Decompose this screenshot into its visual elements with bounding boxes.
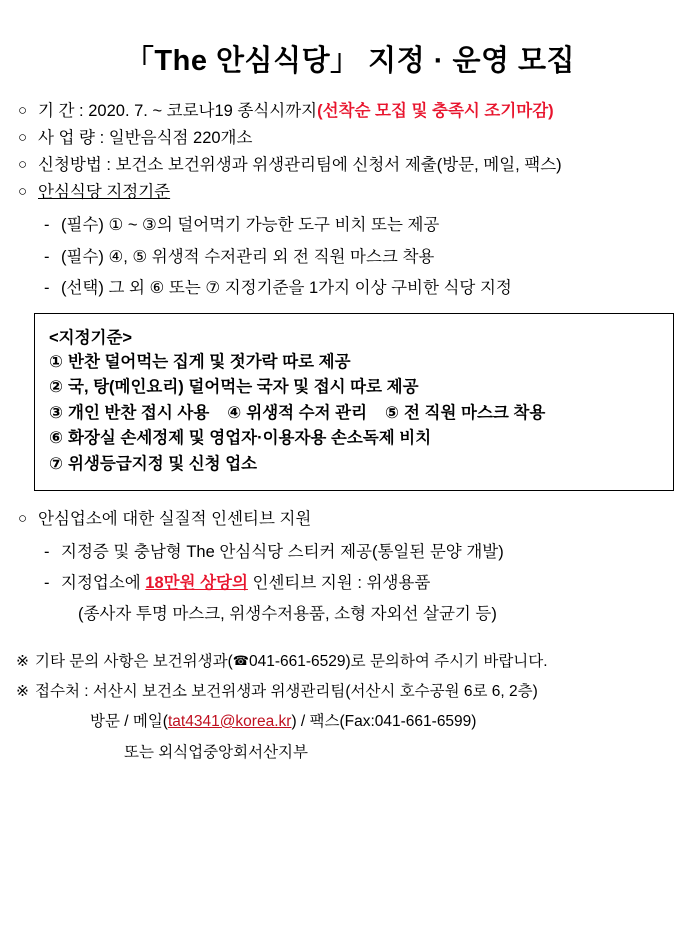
email-link[interactable]: tat4341@korea.kr bbox=[167, 712, 292, 730]
footer-note-2 bbox=[16, 681, 684, 703]
period-value: 2020. 7. ~ 코로나19 종식시까지 bbox=[88, 102, 318, 120]
incentive-detail bbox=[78, 604, 684, 625]
criteria-number-1: ① bbox=[49, 352, 63, 371]
footer-note-1-post: )로 문의하여 주시기 바랍니다. bbox=[345, 653, 548, 671]
quantity-row-text bbox=[38, 128, 252, 149]
dash-bullet-icon: - bbox=[44, 278, 50, 297]
circle-bullet-icon: ○ bbox=[18, 156, 28, 174]
incentive-pre: 지정업소에 bbox=[61, 573, 141, 592]
criteria-text-4: 위생적 수저 관리 bbox=[246, 403, 368, 422]
telephone-icon: ☎ bbox=[232, 653, 249, 669]
criteria-number-5: ⑤ bbox=[385, 403, 399, 422]
criteria-number-4: ④ bbox=[227, 403, 242, 422]
circle-bullet-icon: ○ bbox=[18, 509, 28, 527]
incentive-subitem-text-2 bbox=[61, 573, 430, 594]
dash-bullet-icon: - bbox=[44, 542, 50, 561]
quantity-label: 사 업 량 : bbox=[38, 129, 105, 148]
criteria-subitem-text: (필수) ④, ⑤ 위생적 수저관리 외 전 직원 마스크 착용 bbox=[61, 247, 435, 266]
criteria-number-2: ② bbox=[49, 378, 63, 397]
footer-note-4: 또는 외식업중앙회서산지부 bbox=[124, 743, 308, 761]
criteria-box-line bbox=[49, 426, 659, 452]
criteria-subitem bbox=[44, 215, 684, 236]
criteria-box-line bbox=[49, 401, 659, 427]
incentive-subitem-text-1: 지정증 및 충남형 The 안심식당 스티커 제공(통일된 문양 개발) bbox=[61, 542, 504, 561]
criteria-text-5: 전 직원 마스크 착용 bbox=[404, 403, 546, 422]
footer-note-3-post: ) / 팩스(Fax:041-661-6599) bbox=[291, 712, 477, 730]
criteria-subitem-text: (선택) 그 외 ⑥ 또는 ⑦ 지정기준을 1가지 이상 구비한 식당 지정 bbox=[61, 278, 512, 297]
circle-bullet-icon: ○ bbox=[18, 129, 28, 147]
criteria-text-2: 국, 탕(메인요리) 덜어먹는 국자 및 접시 따로 제공 bbox=[68, 378, 419, 397]
list-item-application-method bbox=[18, 155, 684, 176]
criteria-subitem-text: (필수) ① ~ ③의 덜어먹기 가능한 도구 비치 또는 제공 bbox=[61, 216, 440, 235]
application-row-text bbox=[38, 155, 562, 176]
dash-bullet-icon: - bbox=[44, 216, 50, 235]
criteria-number-6: ⑥ bbox=[49, 429, 63, 448]
criteria-heading-text: 안심식당 지정기준 bbox=[38, 183, 171, 202]
footer-note-1 bbox=[16, 651, 684, 673]
circle-bullet-icon: ○ bbox=[18, 102, 28, 119]
period-row-text bbox=[38, 101, 554, 122]
incentive-subitem bbox=[44, 542, 684, 563]
criteria-text-6: 화장실 손세정제 및 영업자·이용자용 손소독제 비치 bbox=[68, 429, 432, 448]
list-item-quantity bbox=[18, 128, 684, 149]
criteria-text-7: 위생등급지정 및 신청 업소 bbox=[68, 455, 258, 474]
footer-phone: 041-661-6529 bbox=[248, 653, 346, 671]
criteria-subitem bbox=[44, 278, 684, 299]
footer-note-2-text: 접수처 : 서산시 보건소 보건위생과 위생관리팀(서산시 호수공원 6로 6, 2층) bbox=[35, 683, 538, 701]
criteria-box-heading: <지정기준> bbox=[49, 328, 133, 347]
list-item-criteria-heading bbox=[18, 182, 684, 203]
incentive-heading-text: 안심업소에 대한 실질적 인센티브 지원 bbox=[38, 509, 312, 528]
criteria-text-3: 개인 반찬 접시 사용 bbox=[68, 403, 210, 422]
document-page bbox=[0, 38, 700, 935]
period-emphasis: (선착순 모집 및 충족시 조기마감) bbox=[317, 102, 554, 120]
footer-note-1-pre: 기타 문의 사항은 보건위생과( bbox=[35, 653, 233, 671]
criteria-box-line bbox=[49, 452, 659, 478]
criteria-box-line bbox=[49, 350, 659, 376]
list-item-period bbox=[18, 101, 684, 122]
application-value: 보건소 보건위생과 위생관리팀에 신청서 제출(방문, 메일, 팩스) bbox=[115, 156, 562, 175]
page-title: 「The 안심식당」 지정 · 운영 모집 bbox=[124, 45, 576, 77]
criteria-text-1: 반찬 덜어먹는 집게 및 젓가락 따로 제공 bbox=[68, 352, 351, 371]
footer-note-1-text bbox=[35, 651, 548, 673]
asterisk-icon: ※ bbox=[16, 653, 29, 671]
footer-note-3 bbox=[90, 710, 684, 735]
criteria-number-3: ③ bbox=[49, 403, 63, 422]
incentive-subitem bbox=[44, 573, 684, 594]
footer-note-3-pre: 방문 / 메일( bbox=[90, 712, 168, 730]
period-label: 기 간 : bbox=[38, 102, 84, 120]
footer-notes bbox=[16, 651, 684, 766]
criteria-subitem bbox=[44, 247, 684, 268]
list-item-incentive-heading bbox=[18, 509, 684, 530]
asterisk-icon: ※ bbox=[16, 683, 29, 701]
incentive-detail-text: (종사자 투명 마스크, 위생수저용품, 소형 자외선 살균기 등) bbox=[78, 604, 497, 623]
dash-bullet-icon: - bbox=[44, 247, 50, 266]
criteria-box bbox=[34, 313, 674, 491]
dash-bullet-icon: - bbox=[44, 573, 50, 592]
circle-bullet-icon: ○ bbox=[18, 183, 28, 201]
incentive-amount: 18만원 상당의 bbox=[145, 573, 248, 592]
criteria-box-line bbox=[49, 375, 659, 401]
quantity-value: 일반음식점 220개소 bbox=[108, 129, 253, 148]
application-label: 신청방법 : bbox=[38, 156, 111, 175]
incentive-post: 인센티브 지원 : 위생용품 bbox=[252, 573, 431, 592]
criteria-number-7: ⑦ bbox=[49, 455, 63, 474]
